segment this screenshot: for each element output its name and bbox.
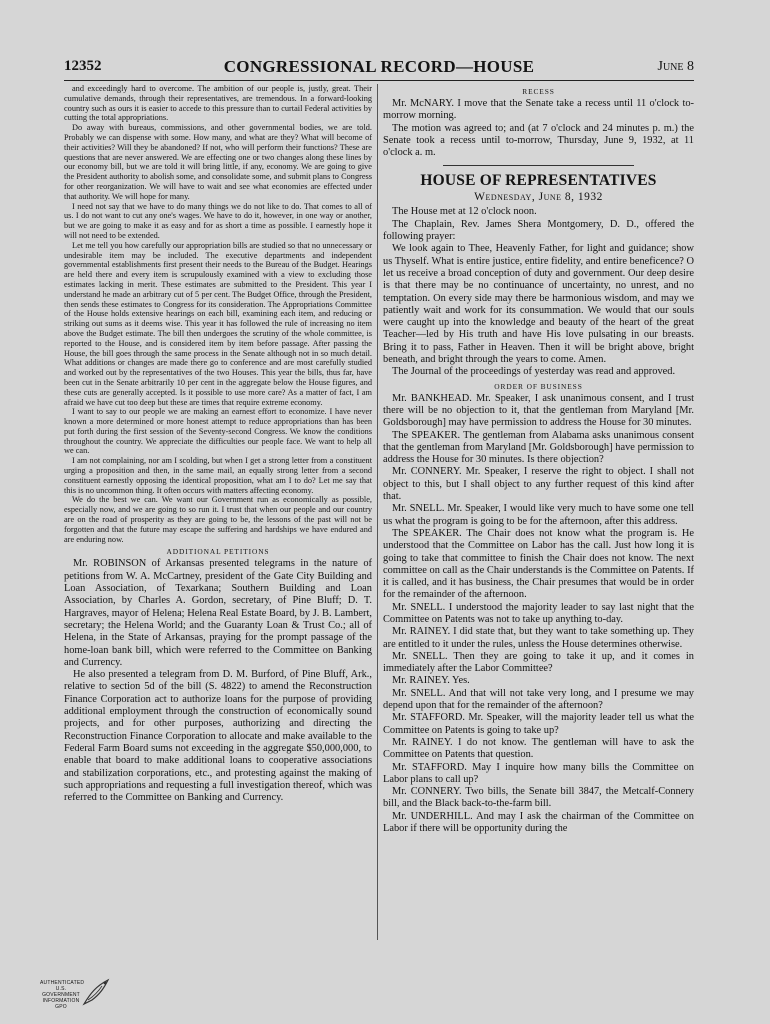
page-number: 12352: [64, 58, 102, 74]
section-heading-order-of-business: ORDER OF BUSINESS: [494, 381, 583, 391]
left-column: [64, 84, 372, 939]
petition-paragraph: He also presented a telegram from D. M. Burford, of Pine Bluff, Ark., relative to section 5d of the bill (S. 4822) to amend the Reconstruction Finance Corporation act to authorize loans for the purpose of providing additional employment through the construction of economically sound projects, and for other purposes, authorizing and directing the Reconstruction Finance Corporation to allocate and make available to the Federal Farm Board sums not exceeding in the aggregate $50,000,000, to enable that board to make additional loans to cooperative associations and stabilization corporations, etc., and protesting against the making of such appropriations and requesting a full investigation thereof, which was referred to the Committee on Banking and Currency.: [64, 669, 372, 804]
debate-paragraph: Mr. SNELL. Mr. Speaker, I would like very much to have some one tell us what the program is going to be for the afternoon, after this address.: [383, 503, 694, 527]
debate-paragraph: Mr. UNDERHILL. And may I ask the chairman of the Committee on Labor if there will be opportunity during the: [383, 810, 694, 835]
debate-paragraph: Mr. RAINEY. I do not know. The gentleman will have to ask the Committee on Patents that question.: [383, 736, 694, 761]
logo-text: AUTHENTICATED U.S. GOVERNMENT INFORMATION GPO: [40, 980, 85, 1010]
debate-paragraph: Mr. STAFFORD. May I inquire how many bills the Committee on Labor plans to call up?: [383, 761, 694, 785]
header-date: June 8: [657, 59, 694, 74]
body-paragraph: I want to say to our people we are making an earnest effort to economize. I have never known a more determined or more honest attempt to reduce appropriations than has been put forth during the first session of the Seventy-second Congress. We know the conditions throughout the country. We appreciate the difficulties our people face. We want to help all we can.: [64, 407, 372, 456]
petition-paragraph: Mr. ROBINSON of Arkansas presented telegrams in the nature of petitions from W. A. McCartney, president of the Gate City Building and Loan Association, of Texarkana; Southern Building and Loan Association, by Charles A. Gordon, secretary, of Pine Bluff; D. T. Hargraves, mayor of Helena; Helena Real Estate Board, by J. B. Lambert, secretary; the Helena World; and the Guaranty Loan & Trust Co.; all of Helena, in the State of Arkansas, praying for the prompt passage of the home-loan bank bill, which were referred to the Committee on Banking and Currency.: [64, 558, 372, 668]
body-paragraph: I need not say that we have to do many things we do not like to do. That comes to all of us. I do not want to cut any one's wages. We have to do it, however, in one way or another, but we are going to make it as easy and for as short a time as possible. I earnestly hope it will not need to be extended.: [64, 201, 372, 240]
body-paragraph: The Journal of the proceedings of yesterday was read and approved.: [392, 366, 676, 378]
body-paragraph: The House met at 12 o'clock noon.: [392, 206, 537, 218]
body-paragraph: Let me tell you how carefully our appropriation bills are studied so that no unnecessary or undesirable item may be included. The executive departments and independent governmental establishments first present their needs to the Bureau of the Budget. Hearings are held there and every item is scrupulously examined with a view to excluding those estimates lacking in merit. These estimates are submitted to the President. This year I understand he made an arbitrary cut of 5 per cent. The Budget Office, through the President, then sends these estimates to Congress for its consideration. The Appropriations Committee of the House holds extensive hearings on each bill, examining each item, and reducing or striking out sums as it deems wise. This year it has followed the rule of increasing no item above the Budget estimate. The bill then undergoes the scrutiny of the whole committee, is reported to the House, and is considered item by item before passage. After passing the House, the bill goes through the same process in the Senate although not in so much detail. What additions or changes are made there go to conference and are most carefully studied and worked out by the representatives of the two Houses. This year the bills, thus far, have been cut in the Senate arbitrarily 10 per cent in the aggregate below the House figures, and these cuts are generally accepted. Is it possible to use more care? As a matter of fact, I am afraid we have cut too deep but these are times that require extreme economy.: [64, 240, 372, 407]
column-divider: [377, 84, 378, 940]
body-paragraph: We do the best we can. We want our Government run as economically as possible, especially now, and we are going to so run it. I trust that when our people and our country are on the road of prosperity as they are going to be, the lessons of the past will not be forgotten and that the future may escape the suffering and hardships we have endured and are enduring now.: [64, 495, 372, 544]
debate-paragraph: Mr. STAFFORD. Mr. Speaker, will the majority leader tell us what the Committee on Patents is going to take up?: [383, 712, 694, 736]
debate-paragraph: Mr. SNELL. I understood the majority leader to say last night that the Committee on Patents was not to take up anything to-day.: [383, 601, 694, 625]
debate-paragraph: The SPEAKER. The gentleman from Alabama asks unanimous consent that the gentleman from Maryland [Mr. Goldsborough] have permission to address the House for 30 minutes. Is there objection?: [383, 429, 694, 466]
section-divider: [443, 165, 634, 166]
debate-paragraph: Mr. CONNERY. Mr. Speaker, I reserve the right to object. I shall not object to this, but I shall object to any further request of this kind after that.: [383, 466, 694, 503]
body-paragraph: Mr. McNARY. I move that the Senate take a recess until 11 o'clock to-morrow morning.: [383, 98, 694, 122]
gpo-authentication-logo: [40, 976, 122, 1016]
house-heading: HOUSE OF REPRESENTATIVES: [420, 172, 657, 190]
gpo-eagle-icon: [80, 976, 112, 1010]
prayer-paragraph: We look again to Thee, Heavenly Father, for light and guidance; show us Thyself. What is entire justice, entire fidelity, and entire beneficence? O let us receive a broad conception of duty and government. Our deep desire is that there may be no continuance of uncertainty, no unrest, and no temptation. On every side may there be harmonious wisdom, and may we patiently wait and work for its consummation. We would that our souls were caught up into the knowledge and beauty of the heart of the great Teacher—led by His truth and have His love pulsating in our breasts. Bring it to pass, Father in Heaven. Then it will be bright above, bright beneath, and bright through the years to come. Amen.: [383, 243, 694, 366]
body-paragraph: and exceedingly hard to overcome. The ambition of our people is, justly, great. Their cumulative demands, through their representatives, are tremendous. In a forward-looking country such as ours it is easier to accede to this pressure than to curtail Federal activities by cutting the total appropriations.: [64, 84, 372, 123]
body-paragraph: I am not complaining, nor am I scolding, but when I get a strong letter from a constituent urging a proposition and then, in the same mail, an equally strong letter from a second constituent earnestly opposing the identical proposition, what am I to do? Let me say that this is no uncommon thing. It often occurs with matters affecting economy.: [64, 456, 372, 495]
debate-paragraph: Mr. SNELL. And that will not take very long, and I presume we may depend upon that for the remainder of the afternoon?: [383, 687, 694, 712]
debate-paragraph: Mr. BANKHEAD. Mr. Speaker, I ask unanimous consent, and I trust there will be no objection to it, that the gentleman from Maryland [Mr. Goldsborough] may have permission to address the House for 30 minutes.: [383, 392, 694, 429]
section-heading-additional-petitions: ADDITIONAL PETITIONS: [166, 547, 270, 557]
debate-paragraph: Mr. SNELL. Then they are going to take it up, and it comes in immediately after the Labor Committee?: [383, 650, 694, 675]
session-date: Wednesday, June 8, 1932: [474, 191, 603, 204]
debate-paragraph: Mr. RAINEY. Yes.: [392, 675, 470, 687]
debate-paragraph: Mr. CONNERY. Two bills, the Senate bill 3847, the Metcalf-Connery bill, and the Black back-to-the-farm bill.: [383, 786, 694, 810]
page-header: [64, 58, 694, 81]
debate-paragraph: The SPEAKER. The Chair does not know what the program is. He understood that the Committee on Labor has the call. Just how long it is going to take that committee to finish the Chair does not know. The next committee on call as the Chair understands is the Committee on Patents. If it is called, and it has business, the Chair presumes that would be in order for the remainder of the afternoon.: [383, 527, 694, 601]
debate-paragraph: Mr. RAINEY. I did state that, but they want to take something up. They are entitled to it under the rules, unless the House determines otherwise.: [383, 626, 694, 650]
body-paragraph: The motion was agreed to; and (at 7 o'clock and 24 minutes p. m.) the Senate took a recess until to-morrow, Thursday, June 9, 1932, at 11 o'clock a. m.: [383, 122, 694, 159]
section-heading-recess: RECESS: [522, 87, 555, 96]
right-column: [383, 84, 694, 939]
body-paragraph: Do away with bureaus, commissions, and other governmental bodies, we are told. Probably we can dispense with some. How many, and what are they? What will become of their activities? Will they be abandoned? If not, who will perform their functions? These are questions that are never answered. We are effecting one or two changes along these lines by our economy bill, but we are told it will bring little, if any, economy. We are going to give the President authority to abolish some, and consolidate some, and submit plans to Congress for other reorganization. We will have to wait and see what economies are effected under that authority. We will hope for many.: [64, 123, 372, 201]
running-title: CONGRESSIONAL RECORD—HOUSE: [223, 57, 535, 76]
body-paragraph: The Chaplain, Rev. James Shera Montgomery, D. D., offered the following prayer:: [383, 218, 694, 243]
